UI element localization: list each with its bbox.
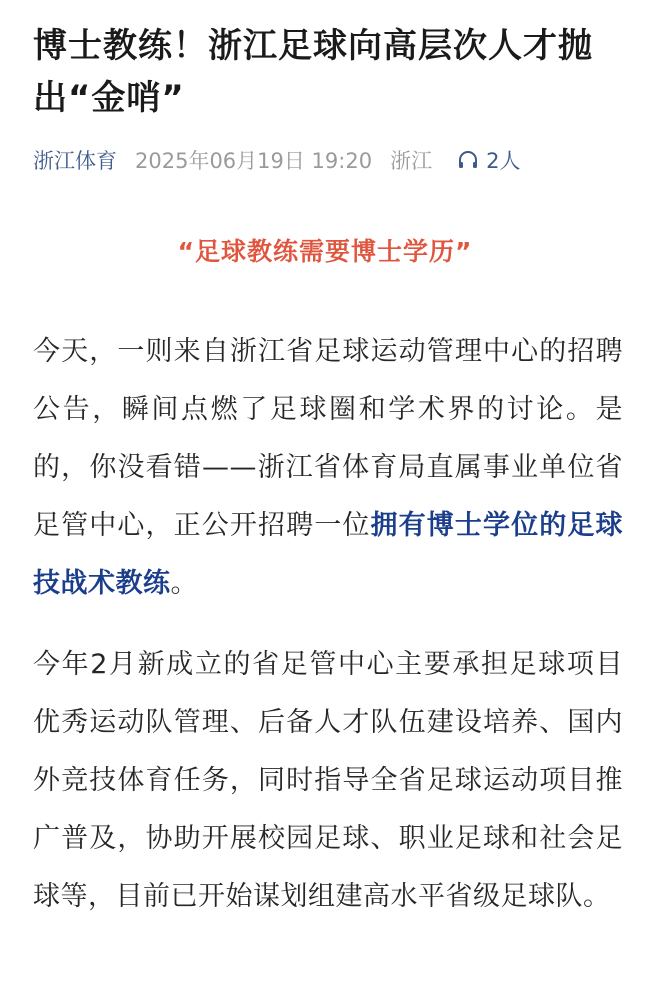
subheading-quote: “足球教练需要博士学历” [177,237,473,266]
paragraph-1 [33,323,623,613]
article-header [33,20,623,124]
paragraph-1-text: 今天，一则来自浙江省足球运动管理中心的招聘公告，瞬间点燃了足球圈和学术界的讨论。是的，你没看错——浙江省体育局直属事业单位省足管中心，正公开招聘一位 [33,336,623,541]
highlight-text: 拥有博士学位的足球技战术教练 [33,510,623,599]
paragraph-2: 今年2月新成立的省足管中心主要承担足球项目优秀运动队管理、后备人才队伍建设培养、国内外竞技体育任务，同时指导全省足球运动项目推广普及，协助开展校园足球、职业足球和社会足球等，目前已开始谋划组建高水平省级足球队。 [33,649,623,912]
publish-time: 2025年06月19日 19:20 [135,149,373,173]
headphones-icon [456,148,480,172]
listen-count: 2人 [486,149,521,173]
source-link[interactable]: 浙江体育 [33,149,117,173]
location-label: 浙江 [390,149,433,173]
article-title: 博士教练！浙江足球向高层次人才抛出“金哨” [33,26,593,118]
listen-button[interactable] [456,145,520,175]
article-meta [33,143,623,177]
paragraph-1-end: 。 [170,568,198,599]
